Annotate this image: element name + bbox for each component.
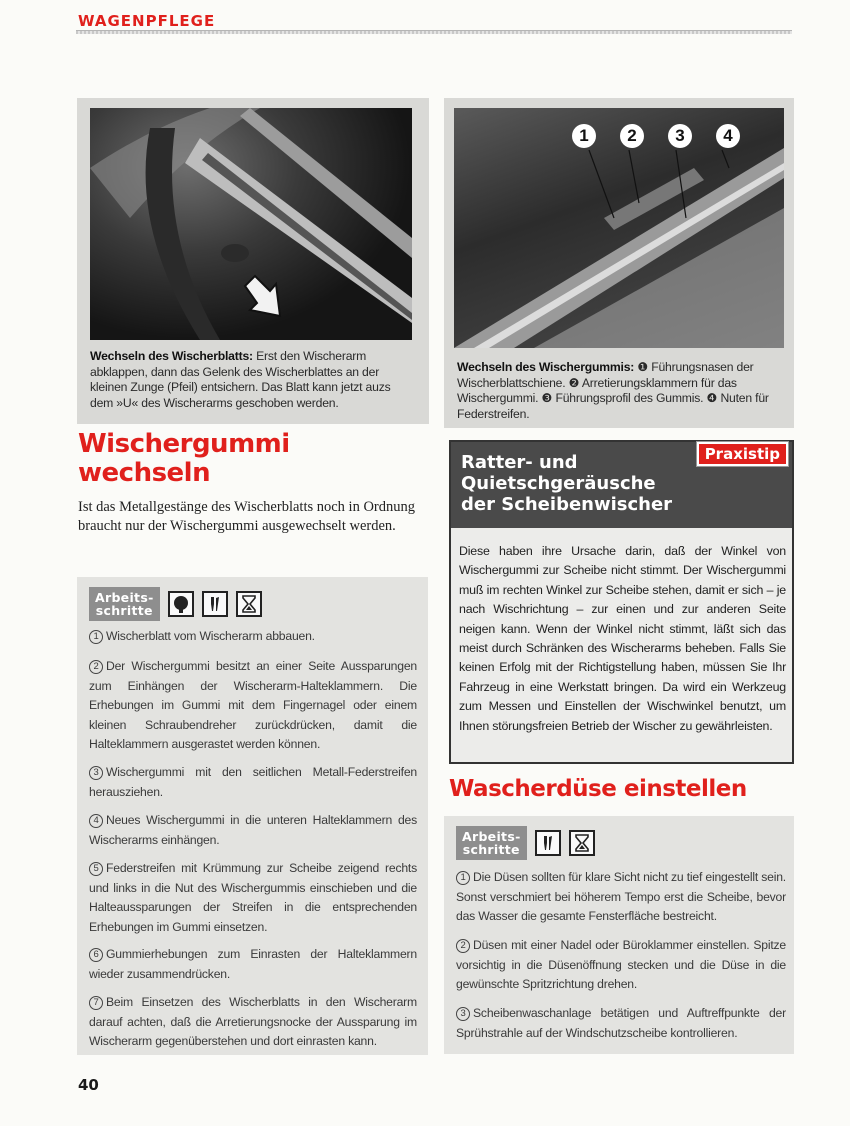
tip-title-line-1: Ratter- und [461, 452, 578, 473]
step-3 [456, 1004, 786, 1043]
step-number: 3 [456, 1007, 470, 1021]
title-line-1: Wischergummi [78, 429, 290, 459]
step-1 [456, 868, 786, 927]
photo-left-caption [90, 349, 414, 411]
step-number: 2 [456, 939, 470, 953]
step-2 [456, 936, 786, 995]
hourglass-icon [236, 591, 262, 617]
caption-bold: Wechseln des Wischerblatts: [90, 349, 253, 363]
difficulty-icon [168, 591, 194, 617]
tip-header [451, 442, 792, 528]
step-text: Gummierhebungen zum Einrasten der Halteklammern wieder zusammendrücken. [89, 947, 417, 981]
marker-3-icon: 3 [668, 124, 692, 148]
photo-left-box [77, 98, 429, 424]
badge-line-2: schritte [462, 842, 520, 857]
step-3 [89, 763, 417, 802]
caption-text: ❶ Führungsnasen der Wischerblattschiene. ❷ Arretierungsklammern für das Wischergummi. ❸ Führungsprofil des Gummis. ❹ Nuten für Federstreifen. [457, 360, 769, 421]
title-line-2: wechseln [78, 458, 211, 488]
step-text: Die Düsen sollten für klare Sicht nicht zu tief eingestellt sein. Sonst verschmiert bei höherem Tempo erst die Scheibe, bevor das Wasser die gesamte Fensterfläche bestreicht. [456, 870, 786, 923]
marker-4-icon: 4 [716, 124, 740, 148]
step-5 [89, 859, 417, 937]
step-2 [89, 657, 417, 755]
tip-title-line-2: Quietschgeräusche [461, 473, 656, 494]
arbeitsschritte-badge [456, 826, 527, 860]
section-title-wischergummi [78, 430, 290, 488]
step-number: 3 [89, 766, 103, 780]
photo-right-caption [457, 360, 783, 422]
wiper-rubber-photo [454, 108, 784, 348]
step-text: Federstreifen mit Krümmung zur Scheibe zeigend rechts und links in die Nut des Wischergummis einschieben und die Halteaussparungen der Streifen in die entsprechenden Erhebungen im Gummi einsetzen. [89, 861, 417, 934]
step-7 [89, 993, 417, 1052]
steps-header [456, 826, 595, 860]
step-text: Düsen mit einer Nadel oder Büroklammer einstellen. Spitze vorsichtig in die Düsenöffnung stecken und die Düse in die gewünschte Spritzrichtung drehen. [456, 938, 786, 991]
step-text: Der Wischergummi besitzt an einer Seite Aussparungen zum Einhängen der Wischerarm-Halteklammern. Die Erhebungen im Gummi mit dem Fingernagel oder einem kleinen Schraubendreher zurückdrücken, damit die Halteklammern ausgerastet werden können. [89, 659, 417, 751]
step-6 [89, 945, 417, 984]
praxistip-box [449, 440, 794, 764]
step-text: Neues Wischergummi in die unteren Halteklammern des Wischerarms einhängen. [89, 813, 417, 847]
step-number: 1 [89, 630, 103, 644]
screwdriver-icon [202, 591, 228, 617]
screwdriver-icon [535, 830, 561, 856]
hourglass-icon [569, 830, 595, 856]
step-number: 4 [89, 814, 103, 828]
step-number: 2 [89, 660, 103, 674]
caption-bold: Wechseln des Wischergummis: [457, 360, 635, 374]
step-number: 5 [89, 862, 103, 876]
page-number: 40 [78, 1076, 99, 1094]
header-rule [76, 30, 792, 34]
badge-line-1: Arbeits- [462, 829, 521, 844]
wiper-arm-illustration [90, 108, 412, 340]
intro-paragraph: Ist das Metallgestänge des Wischerblatts noch in Ordnung braucht nur der Wischergummi ausgewechselt werden. [78, 499, 416, 534]
steps-box-wischergummi [77, 577, 428, 1055]
step-1 [89, 627, 417, 647]
praxistip-badge: Praxistip [697, 442, 788, 466]
badge-line-2: schritte [95, 603, 153, 618]
marker-1-icon: 1 [572, 124, 596, 148]
tip-title [461, 452, 672, 515]
step-number: 7 [89, 996, 103, 1010]
marker-row [572, 124, 740, 148]
step-4 [89, 811, 417, 850]
step-number: 1 [456, 871, 470, 885]
step-text: Beim Einsetzen des Wischerblatts in den Wischerarm darauf achten, daß die Arretierungsnocke der Aussparung im Wischerarm gegenüberstehen und dort einrasten kann. [89, 995, 417, 1048]
section-title-wascherduese: Wascherdüse einstellen [449, 776, 747, 802]
steps-box-wascherduese [444, 816, 794, 1054]
steps-header [89, 587, 262, 621]
badge-line-1: Arbeits- [95, 590, 154, 605]
tip-text: Diese haben ihre Ursache darin, daß der Winkel von Wischergummi zur Scheibe nicht stimmt. Der Wischergummi muß im rechten Winkel zur Scheibe stehen, damit er sich – je nach Wischrichtung – zur einen und zur anderen Seite neigen kann. Wenn der Winkel nicht stimmt, läßt sich das meist durch Schränken des Wischerarms beheben. Falls Sie keinen Erfolg mit der Richtigstellung haben, müssen Sie Ihr Fahrzeug in eine Werkstatt bringen. Da wird ein Werkzeug zum Messen und Einstellen der Wischwinkel benutzt, um Ihnen störungsfreien Betrieb der Wischer zu gewährleisten. [459, 544, 786, 733]
caption-text: Erst den Wischerarm abklappen, dann das Gelenk des Wischerblattes an der kleinen Zunge (Pfeil) entsichern. Das Blatt kann jetzt auzs dem »U« des Wischerarms geschoben werden. [90, 349, 391, 410]
tip-title-line-3: der Scheibenwischer [461, 494, 673, 515]
step-text: Scheibenwaschanlage betätigen und Auftreffpunkte der Sprühstrahle auf der Windschutzscheibe kontrollieren. [456, 1006, 786, 1040]
step-text: Wischerblatt vom Wischerarm abbauen. [106, 629, 315, 643]
arbeitsschritte-badge [89, 587, 160, 621]
wiper-blade-photo [90, 108, 412, 340]
photo-right-box [444, 98, 794, 428]
step-text: Wischergummi mit den seitlichen Metall-Federstreifen herausziehen. [89, 765, 417, 799]
step-number: 6 [89, 948, 103, 962]
marker-2-icon: 2 [620, 124, 644, 148]
running-header: WAGENPFLEGE [78, 12, 216, 30]
